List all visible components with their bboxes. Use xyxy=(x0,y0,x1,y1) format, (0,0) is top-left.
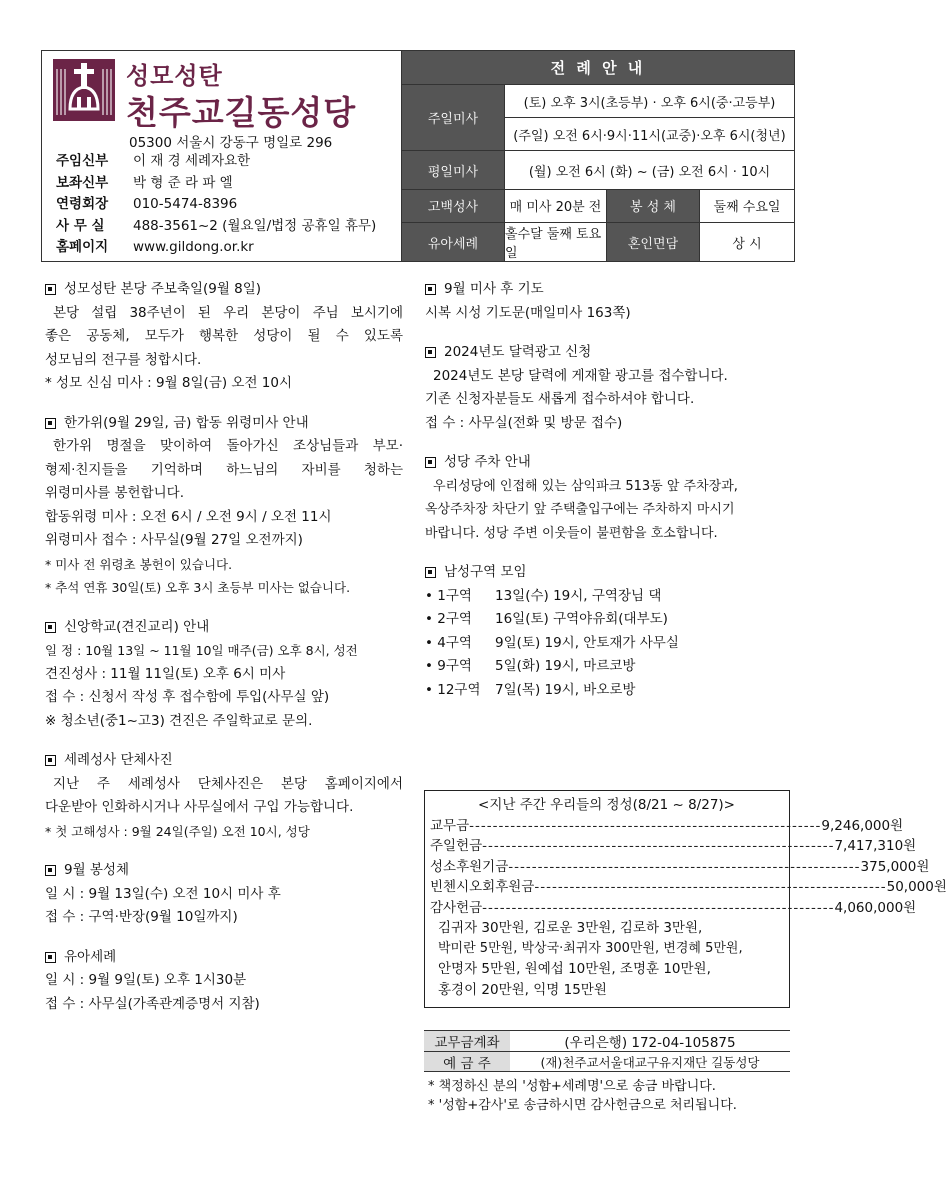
body-line: 시복 시성 기도문(매일미사 163쪽) xyxy=(425,304,631,321)
holder-label: 예 금 주 xyxy=(424,1052,510,1071)
staff-value: 010-5474-8396 xyxy=(133,196,238,212)
homepage-link[interactable]: www.gildong.or.kr xyxy=(133,239,254,255)
note-line: * 첫 고해성사 : 9월 24일(주일) 오전 10시, 성당 xyxy=(45,823,310,839)
sunday-mass-row xyxy=(402,84,794,150)
liturgy-schedule-table xyxy=(402,51,794,261)
section-title-text: 2024년도 달력광고 신청 xyxy=(444,344,592,360)
offering-summary-box xyxy=(424,790,947,1008)
note-line: * 책정하신 분의 '성함+세례명'으로 송금 바랍니다. xyxy=(428,1079,716,1094)
offering-name: 성소후원기금 xyxy=(430,858,509,875)
group-detail: 7일(목) 19시, 바오로방 xyxy=(495,681,636,698)
body-line: 형제·친지들을 기억하며 하느님의 자비를 청하는 xyxy=(45,461,403,478)
staff-label: 보좌신부 xyxy=(56,174,109,191)
body-line: 우리성당에 인접해 있는 삼익파크 513동 앞 주차장과, xyxy=(433,478,738,494)
section-holy-communion xyxy=(45,859,403,930)
body-line: 합동위령 미사 : 오전 6시 / 오전 9시 / 오전 11시 xyxy=(45,508,332,525)
account-label: 교무금계좌 xyxy=(424,1031,510,1051)
offering-name: 교무금 xyxy=(430,817,470,834)
note-line: * 추석 연휴 30일(토) 오후 3시 초등부 미사는 없습니다. xyxy=(45,580,351,595)
section-title xyxy=(45,616,403,640)
donor-line: 박미란 5만원, 박상국·최귀자 300만원, 변경혜 5만원, xyxy=(438,940,743,956)
staff-label: 연령회장 xyxy=(56,196,109,212)
account-row xyxy=(424,1030,790,1051)
weekday-mass-label: 평일미사 xyxy=(402,151,505,189)
bullet-square-icon xyxy=(45,418,56,429)
section-title xyxy=(45,859,403,883)
donor-line: 김귀자 30만원, 김로운 3만원, 김로하 3만원, xyxy=(438,920,703,936)
account-number: (우리은행) 172-04-105875 xyxy=(564,1035,736,1051)
leader-dashes: ------------------------------------------------------------ xyxy=(469,817,822,834)
group-name: • 12구역 xyxy=(425,681,481,698)
body-line: 접 수 : 사무실(전화 및 방문 접수) xyxy=(425,414,623,431)
staff-row xyxy=(56,151,376,173)
body-line: 기존 신청자분들도 새롭게 접수하셔야 합니다. xyxy=(425,391,695,407)
section-calendar-ads xyxy=(425,341,790,435)
bullet-square-icon xyxy=(45,622,56,633)
account-holder: (재)천주교서울대교구유지재단 길동성당 xyxy=(540,1054,760,1070)
offering-amount: 7,417,310원 xyxy=(834,838,917,854)
marriage-consult-label: 혼인면담 xyxy=(607,223,700,261)
group-detail: 13일(수) 19시, 구역장님 댁 xyxy=(495,587,662,604)
section-mens-group xyxy=(425,561,790,702)
holy-communion-label: 봉 성 체 xyxy=(607,190,700,222)
body-line: 2024년도 본당 달력에 게재할 광고를 접수합니다. xyxy=(433,367,728,384)
group-name: • 1구역 xyxy=(425,587,472,604)
body-line: 일 정 : 10월 13일 ~ 11월 10일 매주(금) 오후 8시, 성전 xyxy=(45,643,358,658)
offering-amount: 9,246,000원 xyxy=(821,817,904,834)
body-line: 좋은 공동체, 모두가 행복한 성당이 될 수 있도록 xyxy=(45,328,403,344)
section-title xyxy=(45,412,403,436)
group-detail: 9일(토) 19시, 안토재가 사무실 xyxy=(495,634,679,651)
baptism-row xyxy=(402,222,794,261)
bank-account-table xyxy=(424,1030,790,1072)
section-title-text: 성모성탄 본당 주보축일(9월 8일) xyxy=(64,281,262,297)
staff-label: 사 무 실 xyxy=(56,217,105,234)
body-line: 일 시 : 9월 9일(토) 오후 1시30분 xyxy=(45,972,247,988)
staff-row xyxy=(56,194,376,216)
body-line: 지난 주 세례성사 단체사진은 본당 홈페이지에서 xyxy=(53,775,403,792)
section-title xyxy=(45,278,403,302)
offering-name: 빈첸시오회후원금 xyxy=(430,879,535,895)
list-item xyxy=(425,679,790,703)
section-title xyxy=(425,278,790,302)
list-item xyxy=(425,655,790,679)
section-title-text: 세례성사 단체사진 xyxy=(64,752,173,768)
section-title xyxy=(45,946,403,970)
list-item xyxy=(425,608,790,632)
offering-row xyxy=(430,898,917,919)
donor-line: 안명자 5만원, 원예섭 10만원, 조명훈 10만원, xyxy=(438,961,711,977)
sunday-mass-sunday: (주일) 오전 6시·9시·11시(교중)·오후 6시(청년) xyxy=(505,117,794,150)
offering-name: 감사헌금 xyxy=(430,899,483,916)
holy-communion-value: 둘째 수요일 xyxy=(713,200,781,216)
donor-line: 홍경이 20만원, 익명 15만원 xyxy=(438,981,607,998)
offering-row xyxy=(430,877,947,898)
bullet-square-icon xyxy=(425,567,436,578)
weekday-mass-row xyxy=(402,150,794,189)
body-line: 일 시 : 9월 13일(수) 오전 10시 미사 후 xyxy=(45,885,281,902)
section-title-text: 한가위(9월 29일, 금) 합동 위령미사 안내 xyxy=(64,414,309,431)
bullet-square-icon xyxy=(45,952,56,963)
sunday-mass-saturday: (토) 오후 3시(초등부) · 오후 6시(중·고등부) xyxy=(523,95,776,111)
sunday-mass-label: 주일미사 xyxy=(402,85,505,150)
weekday-mass-times: (월) 오전 6시 (화) ~ (금) 오전 6시 · 10시 xyxy=(528,164,771,180)
leader-dashes: ------------------------------------------------------------ xyxy=(534,879,887,895)
staff-value: 박 형 준 라 파 엘 xyxy=(133,174,233,191)
section-title xyxy=(425,451,790,475)
staff-row xyxy=(56,216,376,238)
offering-amount: 4,060,000원 xyxy=(834,899,917,916)
church-name: 천주교길동성당 xyxy=(126,93,357,132)
staff-row xyxy=(56,173,376,195)
bullet-square-icon xyxy=(425,347,436,358)
bank-notes xyxy=(428,1077,737,1115)
note-line: * 성모 신심 미사 : 9월 8일(금) 오전 10시 xyxy=(45,375,293,391)
body-line: 접 수 : 구역·반장(9월 10일까지) xyxy=(45,909,238,925)
bullet-square-icon xyxy=(45,755,56,766)
section-title-text: 성당 주차 안내 xyxy=(444,454,531,470)
group-detail: 16일(토) 구역야유회(대부도) xyxy=(495,611,668,627)
bullet-square-icon xyxy=(425,457,436,468)
offering-amount: 50,000원 xyxy=(886,879,947,895)
body-line: 한가위 명절을 맞이하여 돌아가신 조상님들과 부모· xyxy=(53,438,403,454)
leader-dashes: ------------------------------------------------------------ xyxy=(482,838,835,854)
staff-value: 488-3561~2 (월요일/법정 공휴일 휴무) xyxy=(133,217,377,234)
bullet-square-icon xyxy=(425,284,436,295)
infant-baptism-label: 유아세례 xyxy=(402,223,505,261)
offering-row xyxy=(430,816,904,837)
list-item xyxy=(425,632,790,656)
body-line: 옥상주차장 차단기 앞 주택출입구에는 주차하지 마시기 xyxy=(425,502,735,517)
section-title-text: 남성구역 모임 xyxy=(444,564,527,580)
section-title xyxy=(425,341,790,365)
bullet-square-icon xyxy=(45,284,56,295)
section-feast-day xyxy=(45,278,403,396)
confession-label: 고백성사 xyxy=(402,190,505,222)
section-title xyxy=(425,561,790,585)
section-infant-baptism xyxy=(45,946,403,1017)
staff-label: 홈페이지 xyxy=(56,239,109,255)
infant-baptism-value: 홀수달 둘째 토요일 xyxy=(505,223,607,261)
body-line: 다운받아 인화하시거나 사무실에서 구입 가능합니다. xyxy=(45,799,354,815)
body-line: 바랍니다. 성당 주변 이웃들이 불편함을 호소합니다. xyxy=(425,525,718,541)
note-line: * '성함+감사'로 송금하시면 감사헌금으로 처리됩니다. xyxy=(428,1098,737,1113)
section-title-text: 유아세례 xyxy=(64,948,117,965)
section-baptism-photo xyxy=(45,749,403,843)
staff-row xyxy=(56,237,376,259)
offering-row xyxy=(430,857,930,878)
leader-dashes: ------------------------------------------------------------ xyxy=(482,899,835,916)
body-line: 접 수 : 사무실(가족관계증명서 지참) xyxy=(45,995,260,1012)
leader-dashes: ------------------------------------------------------------ xyxy=(508,858,861,875)
note-line: * 미사 전 위령초 봉헌이 있습니다. xyxy=(45,556,233,572)
body-line: 본당 설립 38주년이 된 우리 본당이 주님 보시기에 xyxy=(53,304,403,321)
section-faith-school xyxy=(45,616,403,734)
group-name: • 2구역 xyxy=(425,611,472,627)
church-address: 05300 서울시 강동구 명일로 296 xyxy=(129,135,333,151)
section-title-text: 9월 봉성체 xyxy=(64,862,130,878)
group-name: • 9구역 xyxy=(425,658,472,674)
confession-row xyxy=(402,189,794,222)
section-title-text: 신앙학교(견진교리) 안내 xyxy=(64,618,210,635)
staff-value: 이 재 경 세례자요한 xyxy=(133,153,251,169)
right-column xyxy=(425,278,790,718)
section-parking xyxy=(425,451,790,545)
church-patron: 성모성탄 xyxy=(126,62,223,90)
offering-amount: 375,000원 xyxy=(860,858,930,875)
section-title-text: 9월 미사 후 기도 xyxy=(444,281,544,297)
body-line: 성모님의 전구를 청합시다. xyxy=(45,351,202,368)
marriage-consult-value: 상 시 xyxy=(732,236,762,252)
church-logo-icon xyxy=(53,59,115,121)
group-name: • 4구역 xyxy=(425,634,472,651)
list-item xyxy=(425,585,790,609)
bulletin-header xyxy=(41,50,795,262)
staff-label: 주임신부 xyxy=(56,153,109,169)
section-chuseok-mass xyxy=(45,412,403,600)
body-line: 접 수 : 신청서 작성 후 접수함에 투입(사무실 앞) xyxy=(45,689,330,705)
section-title xyxy=(45,749,403,773)
church-info-panel xyxy=(42,51,402,261)
bullet-square-icon xyxy=(45,865,56,876)
left-column xyxy=(45,278,403,1032)
body-line: 위령미사 접수 : 사무실(9월 27일 오전까지) xyxy=(45,532,303,548)
body-line: ※ 청소년(중1~고3) 견진은 주일학교로 문의. xyxy=(45,712,313,729)
staff-list xyxy=(56,151,376,259)
confession-value: 매 미사 20분 전 xyxy=(505,190,607,222)
body-line: 견진성사 : 11월 11일(토) 오후 6시 미사 xyxy=(45,665,286,682)
body-line: 위령미사를 봉헌합니다. xyxy=(45,485,184,501)
group-detail: 5일(화) 19시, 마르코방 xyxy=(495,658,636,674)
holder-row xyxy=(424,1051,790,1072)
schedule-title: 전 례 안 내 xyxy=(402,51,794,84)
offering-title: <지난 주간 우리들의 정성(8/21 ~ 8/27)> xyxy=(478,797,735,813)
section-prayer xyxy=(425,278,790,325)
offering-name: 주일헌금 xyxy=(430,838,483,854)
offering-row xyxy=(430,836,917,857)
